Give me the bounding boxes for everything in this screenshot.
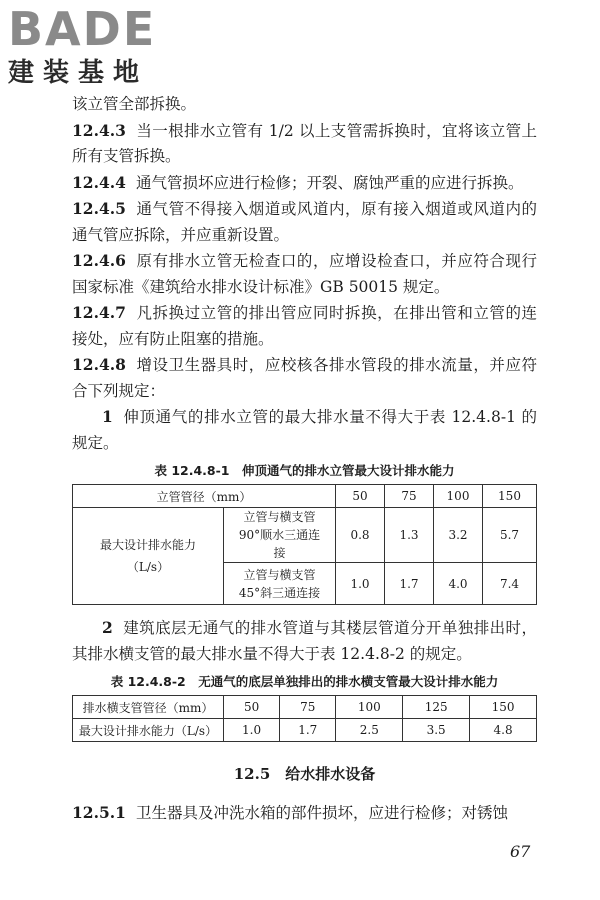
table-cell: 4.0 <box>434 563 483 605</box>
clause-text: 卫生器具及冲洗水箱的部件损坏，应进行检修；对锈蚀 <box>135 804 508 822</box>
clause-number: 12.4.8 <box>72 355 126 374</box>
table-header-row <box>73 485 537 508</box>
table-12-4-8-2 <box>72 695 537 742</box>
clause-number: 12.4.4 <box>72 172 126 192</box>
table-row-label: 立管与横支管 90°顺水三通连接 <box>224 508 336 563</box>
item-text: 建筑底层无通气的排水管道与其楼层管道分开单独排出时，其排水横支管的最大排水量不得大于表 12.4.8-2 的规定。 <box>72 619 537 663</box>
table-cell: 3.2 <box>434 508 483 563</box>
clause-text: 凡拆换过立管的排出管应同时拆换，在排出管和立管的连接处，应有防止阻塞的措施。 <box>72 304 537 348</box>
clause-12-4-3 <box>72 118 537 170</box>
clause-12-4-7 <box>72 300 537 352</box>
logo-subtitle: 建装基地 <box>8 58 149 88</box>
table-header-cell: 75 <box>385 485 434 508</box>
table-row-label: 最大设计排水能力（L/s） <box>73 719 224 742</box>
table-header-cell: 150 <box>483 485 537 508</box>
clause-text: 通气管不得接入烟道或风道内，原有接入烟道或风道内的通气管应拆除，并应重新设置。 <box>72 200 537 244</box>
table-cell: 1.7 <box>280 719 336 742</box>
clause-text: 当一根排水立管有 1/2 以上支管需拆换时，宜将该立管上所有支管拆换。 <box>72 121 537 165</box>
table-header-cell: 立管管径（mm） <box>73 485 336 508</box>
table-header-cell: 100 <box>336 696 403 719</box>
table-caption: 表 12.4.8-1 伸顶通气的排水立管最大设计排水能力 <box>154 463 455 478</box>
table-12-4-8-1 <box>72 484 537 605</box>
table-header-cell: 排水横支管管径（mm） <box>73 696 224 719</box>
clause-number: 12.4.7 <box>72 303 126 322</box>
table-row <box>73 508 537 563</box>
clause-number: 12.4.6 <box>72 251 126 270</box>
clause-text: 增设卫生器具时，应校核各排水管段的排水流量，并应符合下列规定： <box>72 356 537 400</box>
logo-text: BADE <box>8 2 157 56</box>
table-cell: 1.0 <box>336 563 385 605</box>
table-header-row <box>73 696 537 719</box>
table-header-cell: 150 <box>470 696 537 719</box>
table-cell: 4.8 <box>470 719 537 742</box>
item-number: 1 <box>102 407 113 426</box>
clause-text: 通气管损坏应进行检修；开裂、腐蚀严重的应进行拆换。 <box>135 173 524 192</box>
table-header-cell: 100 <box>434 485 483 508</box>
table-cell: 7.4 <box>483 563 537 605</box>
item-2 <box>72 615 537 667</box>
page-number: 67 <box>510 842 531 861</box>
table-cell: 1.7 <box>385 563 434 605</box>
table-header-cell: 125 <box>403 696 470 719</box>
table-cell: 0.8 <box>336 508 385 563</box>
item-number: 2 <box>102 618 113 637</box>
table-header-cell: 75 <box>280 696 336 719</box>
logo <box>8 2 178 88</box>
table-caption: 表 12.4.8-2 无通气的底层单独排出的排水横支管最大设计排水能力 <box>110 674 499 689</box>
clause-12-4-8 <box>72 352 537 404</box>
section-heading: 12.5 给水排水设备 <box>233 765 376 783</box>
paragraph: 该立管全部拆换。 <box>72 95 197 113</box>
table-cell: 1.0 <box>224 719 280 742</box>
table-cell: 1.3 <box>385 508 434 563</box>
clause-number: 12.5.1 <box>72 803 126 822</box>
table-row <box>73 719 537 742</box>
page-content <box>72 92 537 827</box>
item-text: 伸顶通气的排水立管的最大排水量不得大于表 12.4.8-1 的规定。 <box>72 408 537 452</box>
table-row-label: 立管与横支管 45°斜三通连接 <box>224 563 336 605</box>
table-cell: 2.5 <box>336 719 403 742</box>
table-header-cell: 50 <box>336 485 385 508</box>
clause-12-4-5 <box>72 196 537 248</box>
item-1 <box>72 404 537 456</box>
clause-number: 12.4.5 <box>72 199 126 218</box>
table-row-group-label: 最大设计排水能力（L/s） <box>73 508 224 605</box>
table-cell: 5.7 <box>483 508 537 563</box>
clause-12-5-1 <box>72 800 537 827</box>
clause-text: 原有排水立管无检查口的，应增设检查口，并应符合现行国家标准《建筑给水排水设计标准》GB 50015 规定。 <box>72 252 537 296</box>
clause-number: 12.4.3 <box>72 120 126 140</box>
table-header-cell: 50 <box>224 696 280 719</box>
clause-12-4-6 <box>72 248 537 300</box>
clause-12-4-4 <box>72 170 537 197</box>
table-cell: 3.5 <box>403 719 470 742</box>
